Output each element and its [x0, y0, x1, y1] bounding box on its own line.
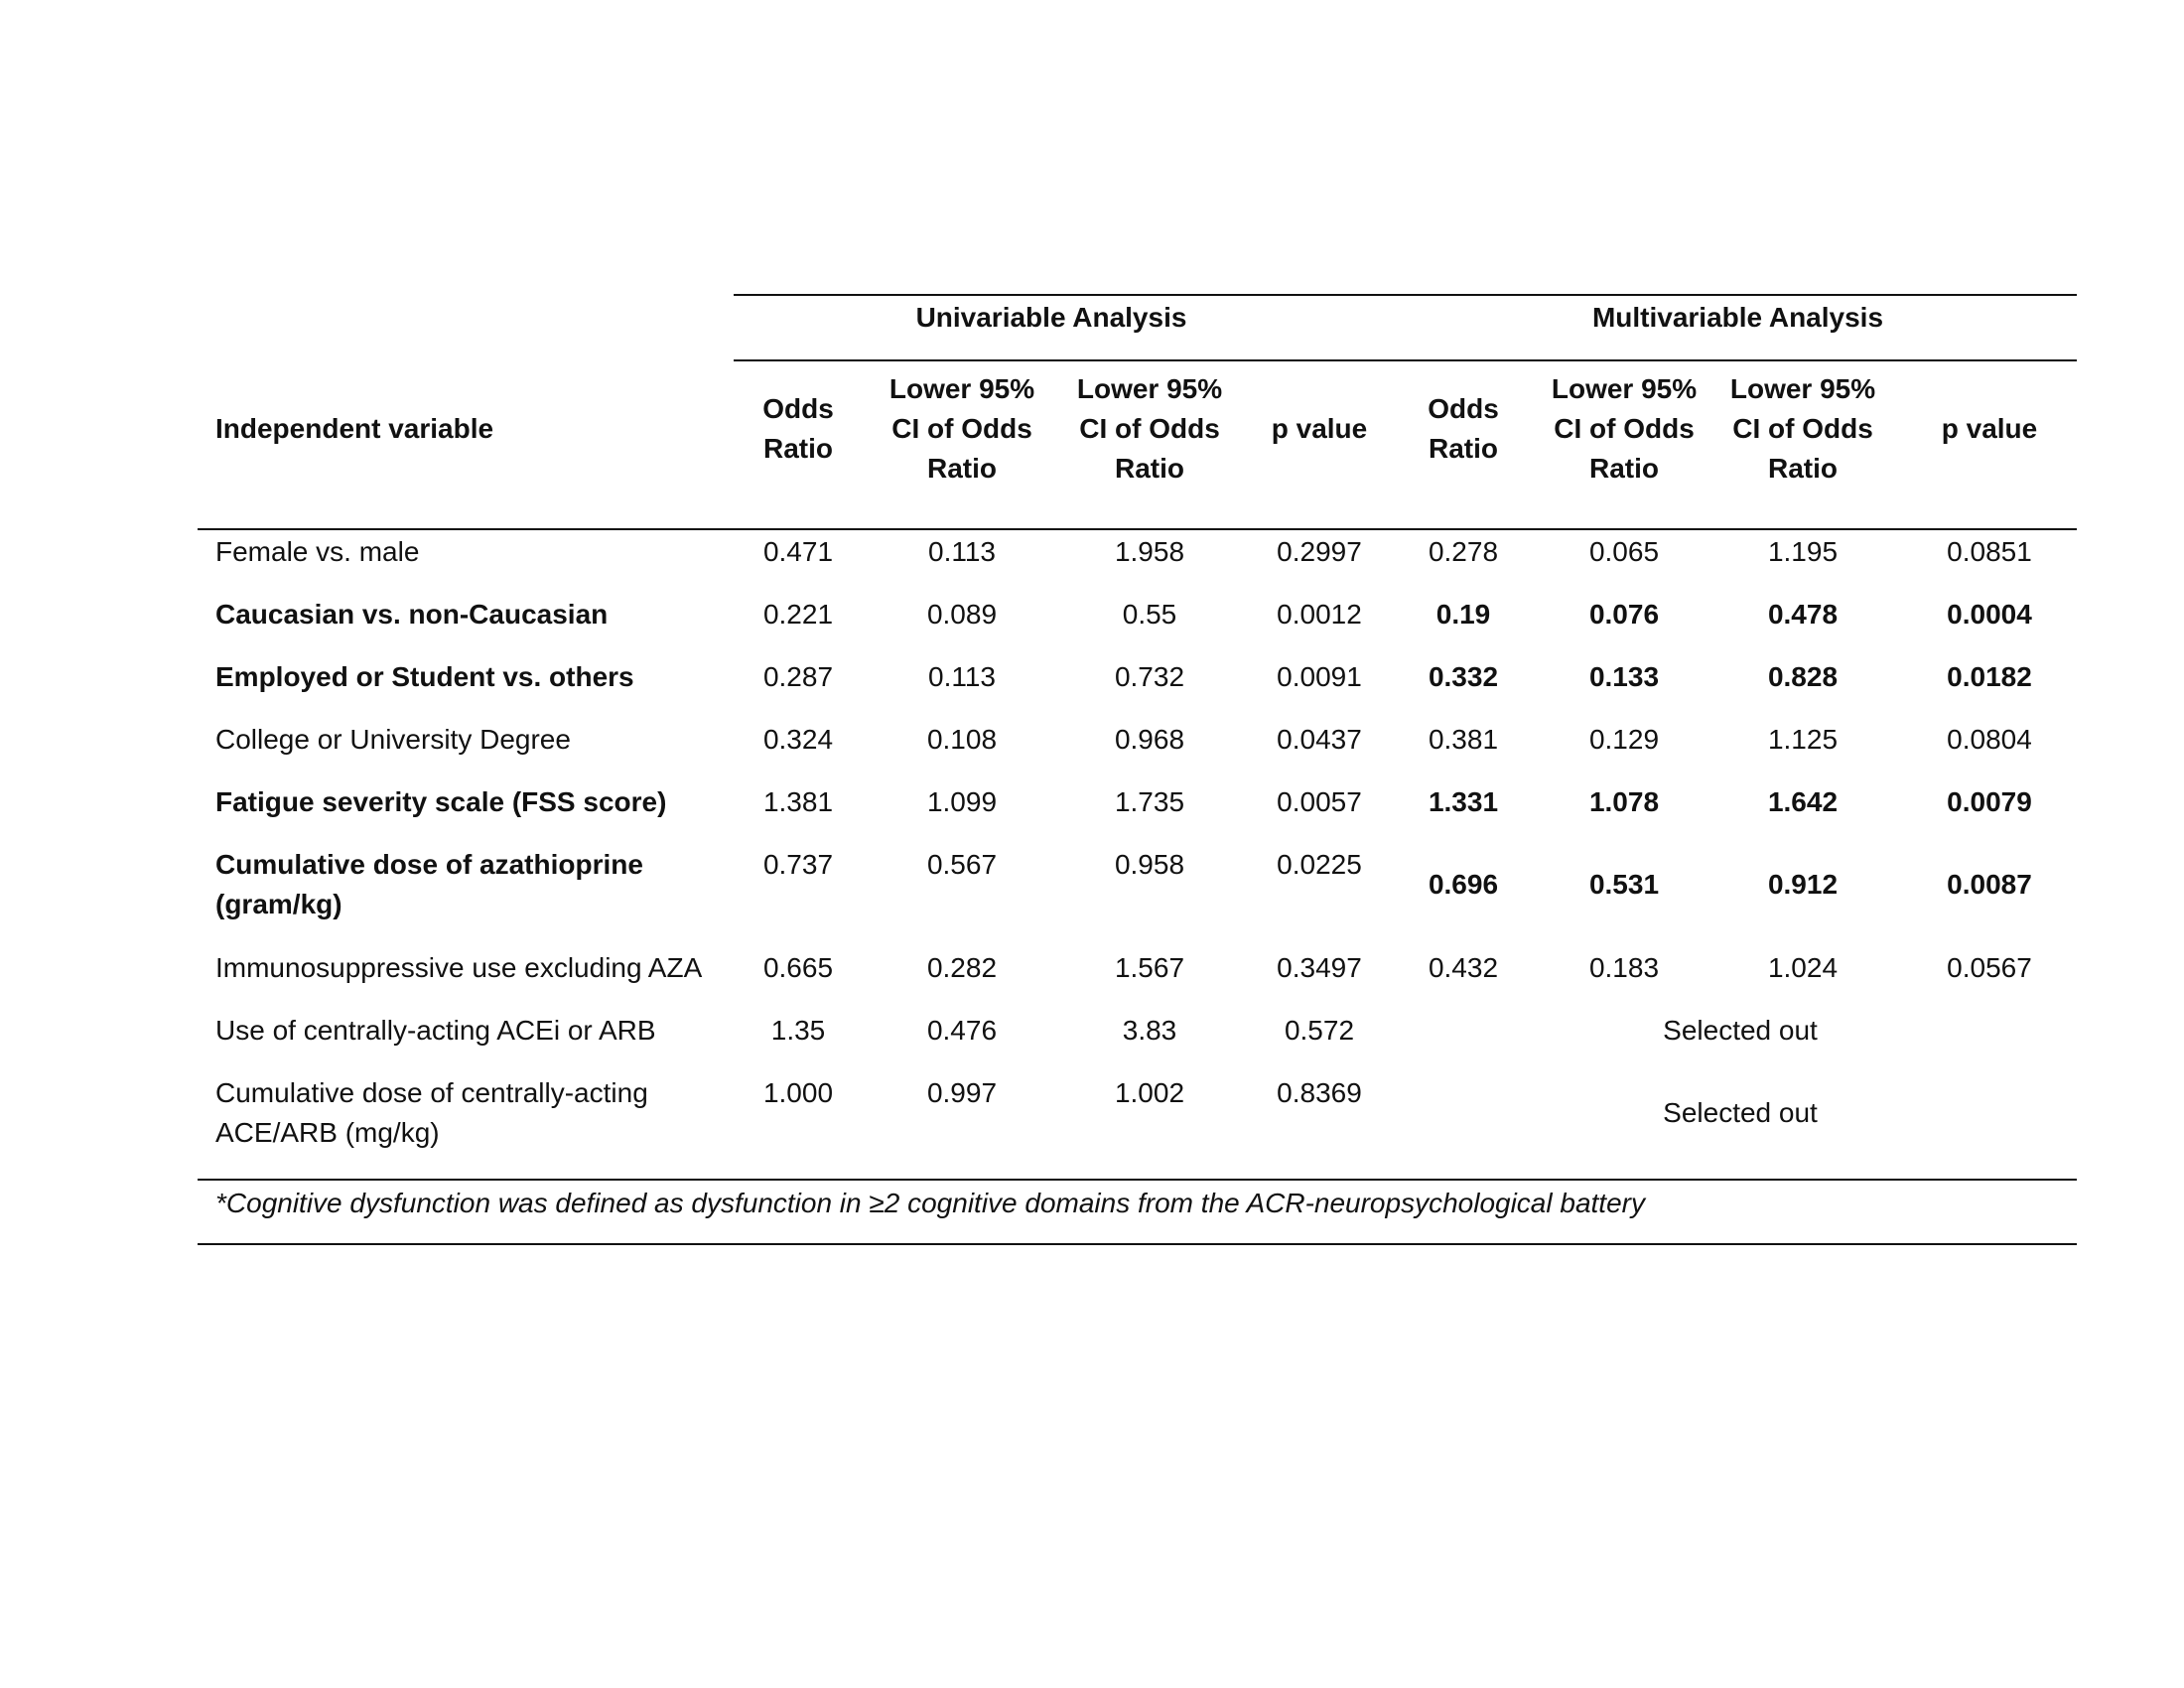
table-cell: 0.567 [926, 849, 998, 880]
table-cell: 3.83 [1122, 1015, 1177, 1046]
table-cell: 0.471 [762, 536, 834, 567]
table-cell: 0.0437 [1277, 724, 1362, 755]
table-cell: 0.108 [926, 724, 998, 755]
table-cell: 0.113 [928, 661, 996, 692]
table-row-label: Caucasian vs. non-Caucasian [215, 599, 609, 630]
table-cell: 0.076 [1588, 599, 1660, 630]
table-row-label: College or University Degree [215, 724, 571, 755]
table-cell: 0.113 [928, 536, 996, 567]
table-row-label: Immunosuppressive use excluding AZA [215, 952, 703, 983]
table-cell: 0.129 [1588, 724, 1660, 755]
column-header-independent-variable: Independent variable [215, 413, 494, 444]
table-row-label-continued: ACE/ARB (mg/kg) [215, 1117, 440, 1148]
table-cell: 0.912 [1767, 869, 1839, 900]
table-cell: 0.432 [1428, 952, 1499, 983]
group-header-univariable: Univariable Analysis [915, 302, 1187, 333]
table-cell: 1.381 [762, 786, 834, 817]
column-header-multi-ci-b: Lower 95% CI of Odds Ratio [1729, 373, 1876, 484]
table-cell: 1.735 [1114, 786, 1185, 817]
table-cell: 1.567 [1114, 952, 1185, 983]
column-header-multi-ci-a: Lower 95% CI of Odds Ratio [1551, 373, 1698, 484]
selected-out-note: Selected out [1663, 1097, 1818, 1128]
table-cell: 0.0182 [1947, 661, 2032, 692]
table-cell: 0.478 [1767, 599, 1839, 630]
table-row-label: Fatigue severity scale (FSS score) [215, 786, 667, 817]
table-cell: 1.642 [1767, 786, 1839, 817]
table-cell: 1.331 [1428, 786, 1499, 817]
table-cell: 1.35 [770, 1015, 826, 1046]
header-rule [198, 528, 2077, 530]
table-cell: 0.0225 [1277, 849, 1362, 880]
table-cell: 0.065 [1588, 536, 1660, 567]
table-cell: 0.958 [1114, 849, 1185, 880]
table-cell: 0.19 [1435, 599, 1491, 630]
table-cell: 0.324 [762, 724, 834, 755]
column-header-multi-p-value: p value [1941, 413, 2038, 444]
table-cell: 1.195 [1767, 536, 1839, 567]
table-row-label: Female vs. male [215, 536, 420, 567]
table-cell: 0.55 [1122, 599, 1177, 630]
column-header-uni-odds-ratio: Odds Ratio [762, 393, 834, 464]
table-cell: 0.221 [762, 599, 834, 630]
table-cell: 0.665 [762, 952, 834, 983]
table-row-label: Cumulative dose of azathioprine [215, 849, 643, 880]
column-header-uni-ci-b: Lower 95% CI of Odds Ratio [1076, 373, 1223, 484]
table-cell: 0.0079 [1947, 786, 2032, 817]
table-cell: 0.828 [1767, 661, 1839, 692]
group-rule [734, 359, 2077, 361]
table-cell: 0.0851 [1947, 536, 2032, 567]
footnote-bottom-rule [198, 1243, 2077, 1245]
table-cell: 1.078 [1588, 786, 1660, 817]
table-cell: 0.0567 [1947, 952, 2032, 983]
table-cell: 1.958 [1114, 536, 1185, 567]
table-cell: 0.737 [762, 849, 834, 880]
table-cell: 0.968 [1114, 724, 1185, 755]
table-cell: 0.0004 [1947, 599, 2032, 630]
table-cell: 0.287 [762, 661, 834, 692]
table-cell: 0.381 [1428, 724, 1499, 755]
column-header-multi-odds-ratio: Odds Ratio [1428, 393, 1499, 464]
table-cell: 0.0804 [1947, 724, 2032, 755]
table-footnote: *Cognitive dysfunction was defined as dysfunction in ≥2 cognitive domains from the ACR-neuropsychological battery [215, 1188, 1645, 1218]
table-cell: 0.183 [1588, 952, 1660, 983]
table-cell: 1.099 [926, 786, 998, 817]
table-cell: 1.125 [1767, 724, 1839, 755]
table-cell: 0.332 [1428, 661, 1499, 692]
table-cell: 0.696 [1428, 869, 1499, 900]
table-row-label-continued: (gram/kg) [215, 889, 342, 919]
top-rule [734, 294, 2077, 296]
table-cell: 0.997 [926, 1077, 998, 1108]
table-cell: 0.732 [1114, 661, 1185, 692]
table-cell: 0.278 [1428, 536, 1499, 567]
table-cell: 0.8369 [1277, 1077, 1362, 1108]
table-cell: 0.531 [1588, 869, 1660, 900]
body-bottom-rule [198, 1179, 2077, 1181]
table-cell: 0.0057 [1277, 786, 1362, 817]
table-row-label: Cumulative dose of centrally-acting [215, 1077, 648, 1108]
table-row-label: Use of centrally-acting ACEi or ARB [215, 1015, 656, 1046]
column-header-uni-p-value: p value [1271, 413, 1368, 444]
table-cell: 0.3497 [1277, 952, 1362, 983]
table-row-label: Employed or Student vs. others [215, 661, 634, 692]
table-cell: 0.282 [926, 952, 998, 983]
table-cell: 0.2997 [1277, 536, 1362, 567]
table-cell: 0.476 [926, 1015, 998, 1046]
table-cell: 0.0091 [1277, 661, 1362, 692]
column-header-uni-ci-a: Lower 95% CI of Odds Ratio [888, 373, 1035, 484]
table-cell: 0.572 [1284, 1015, 1355, 1046]
table-cell: 1.024 [1767, 952, 1839, 983]
table-cell: 1.002 [1114, 1077, 1185, 1108]
group-header-multivariable: Multivariable Analysis [1591, 302, 1884, 333]
table-cell: 0.0012 [1277, 599, 1362, 630]
selected-out-note: Selected out [1663, 1015, 1818, 1046]
table-cell: 1.000 [762, 1077, 834, 1108]
table-cell: 0.133 [1588, 661, 1660, 692]
table-cell: 0.0087 [1947, 869, 2032, 900]
table-cell: 0.089 [926, 599, 998, 630]
